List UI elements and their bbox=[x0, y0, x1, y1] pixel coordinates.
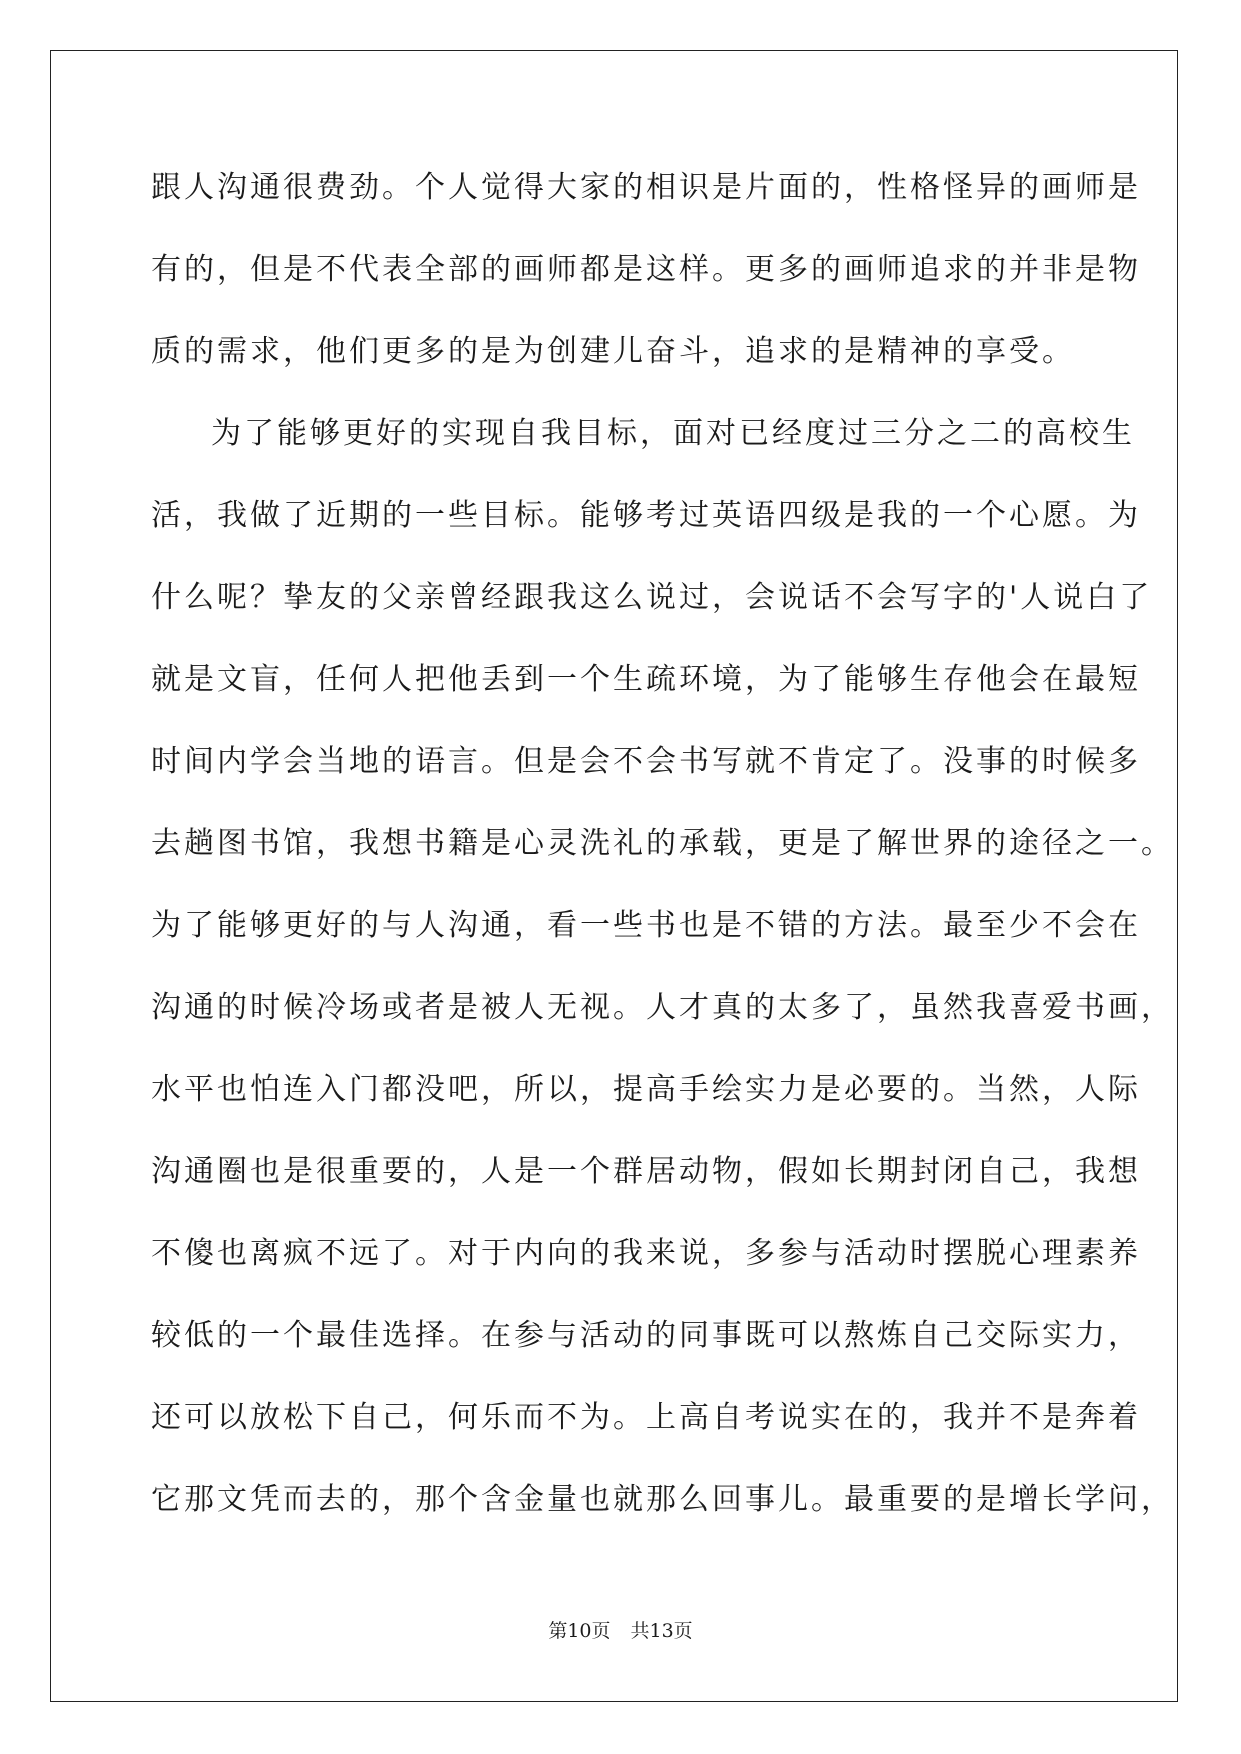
total-page-count: 共13页 bbox=[630, 1620, 693, 1642]
current-page-number: 第10页 bbox=[548, 1620, 611, 1642]
text-line: 为了能够更好的与人沟通，看一些书也是不错的方法。最至少不会在 bbox=[151, 908, 1141, 943]
page-footer bbox=[0, 1616, 1241, 1643]
text-line: 还可以放松下自己，何乐而不为。上高自考说实在的，我并不是奔着 bbox=[151, 1400, 1141, 1435]
text-line: 什么呢？挚友的父亲曾经跟我这么说过，会说话不会写字的'人说白了 bbox=[151, 580, 1153, 615]
text-line: 它那文凭而去的，那个含金量也就那么回事儿。最重要的是增长学问， bbox=[151, 1482, 1174, 1517]
text-line: 沟通的时候冷场或者是被人无视。人才真的太多了，虽然我喜爱书画， bbox=[151, 990, 1174, 1025]
text-line: 不傻也离疯不远了。对于内向的我来说，多参与活动时摆脱心理素养 bbox=[151, 1236, 1141, 1271]
document-body bbox=[151, 160, 1174, 1554]
text-line: 沟通圈也是很重要的，人是一个群居动物，假如长期封闭自己，我想 bbox=[151, 1154, 1141, 1189]
text-line: 去趟图书馆，我想书籍是心灵洗礼的承载，更是了解世界的途径之一。 bbox=[151, 826, 1174, 861]
text-line: 水平也怕连入门都没吧，所以，提高手绘实力是必要的。当然，人际 bbox=[151, 1072, 1141, 1107]
text-line: 有的，但是不代表全部的画师都是这样。更多的画师追求的并非是物 bbox=[151, 252, 1141, 287]
text-line: 就是文盲，任何人把他丢到一个生疏环境，为了能够生存他会在最短 bbox=[151, 662, 1141, 697]
text-line: 跟人沟通很费劲。个人觉得大家的相识是片面的，性格怪异的画师是 bbox=[151, 170, 1141, 205]
paragraph-start-line: 为了能够更好的实现自我目标，面对已经度过三分之二的高校生 bbox=[211, 416, 1135, 451]
text-line: 质的需求，他们更多的是为创建儿奋斗，追求的是精神的享受。 bbox=[151, 334, 1075, 369]
text-line: 时间内学会当地的语言。但是会不会书写就不肯定了。没事的时候多 bbox=[151, 744, 1141, 779]
text-line: 较低的一个最佳选择。在参与活动的同事既可以熬炼自己交际实力， bbox=[151, 1318, 1141, 1353]
text-line: 活，我做了近期的一些目标。能够考过英语四级是我的一个心愿。为 bbox=[151, 498, 1141, 533]
